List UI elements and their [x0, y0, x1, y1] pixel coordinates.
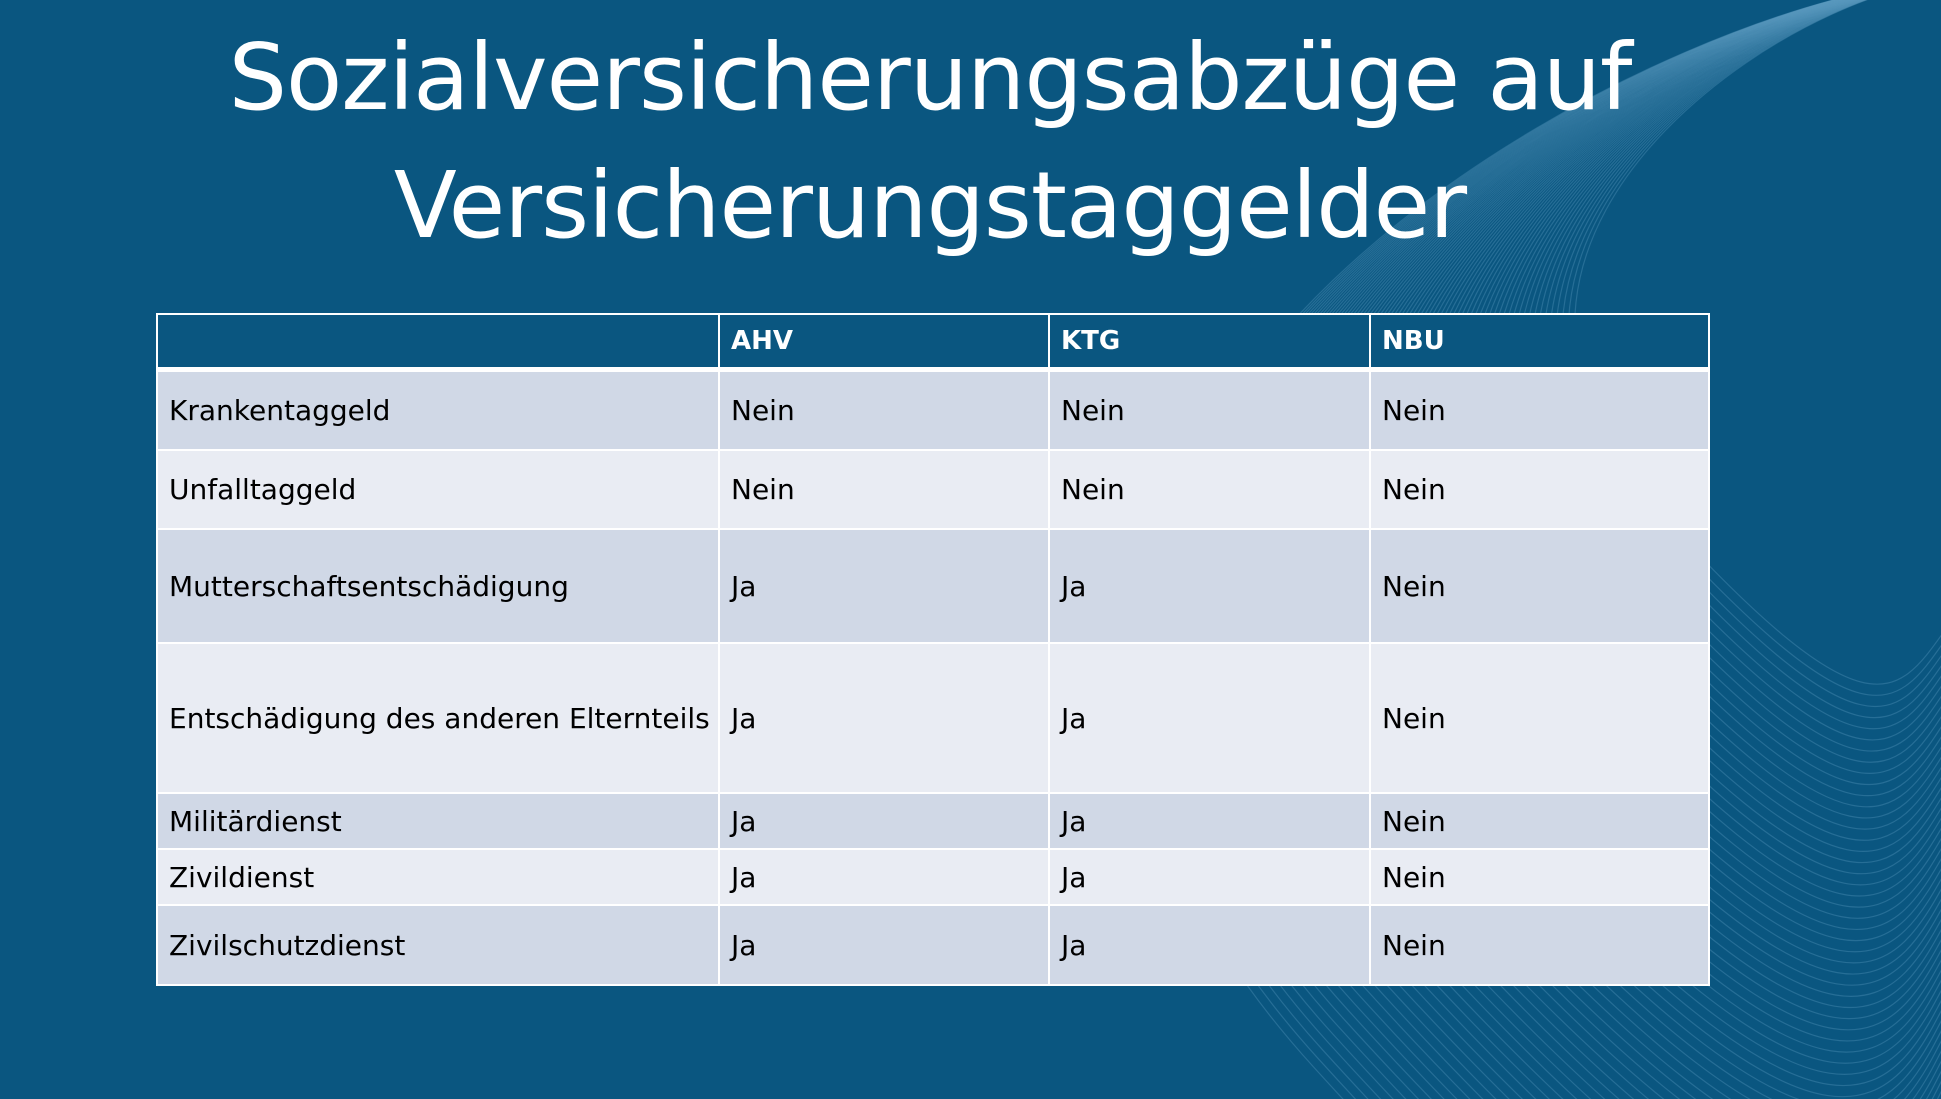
table-row	[157, 849, 1709, 905]
table-row	[157, 529, 1709, 643]
cell-ktg: Nein	[1049, 370, 1370, 451]
row-label: Militärdienst	[157, 793, 719, 849]
table-row	[157, 450, 1709, 529]
cell-ktg: Ja	[1049, 643, 1370, 793]
row-label: Zivilschutzdienst	[157, 905, 719, 985]
title-line-2: Versicherungstaggelder	[393, 152, 1467, 259]
cell-ahv: Ja	[719, 905, 1049, 985]
row-label: Entschädigung des anderen Elternteils	[157, 643, 719, 793]
cell-ahv: Nein	[719, 450, 1049, 529]
cell-nbu: Nein	[1370, 793, 1709, 849]
slide-title	[0, 14, 1860, 270]
header-cell-ahv: AHV	[719, 314, 1049, 370]
header-cell-nbu: NBU	[1370, 314, 1709, 370]
cell-ahv: Ja	[719, 793, 1049, 849]
title-line-1: Sozialversicherungsabzüge auf	[228, 24, 1632, 131]
header-cell-empty	[157, 314, 719, 370]
table-row	[157, 370, 1709, 451]
row-label: Mutterschaftsentschädigung	[157, 529, 719, 643]
table-header-row	[157, 314, 1709, 370]
table-row	[157, 643, 1709, 793]
cell-nbu: Nein	[1370, 643, 1709, 793]
cell-ktg: Ja	[1049, 793, 1370, 849]
cell-nbu: Nein	[1370, 849, 1709, 905]
cell-nbu: Nein	[1370, 529, 1709, 643]
cell-ahv: Ja	[719, 529, 1049, 643]
cell-nbu: Nein	[1370, 370, 1709, 451]
header-cell-ktg: KTG	[1049, 314, 1370, 370]
cell-nbu: Nein	[1370, 450, 1709, 529]
deductions-table	[156, 313, 1710, 986]
row-label: Krankentaggeld	[157, 370, 719, 451]
table-row	[157, 793, 1709, 849]
cell-ktg: Nein	[1049, 450, 1370, 529]
row-label: Zivildienst	[157, 849, 719, 905]
table-row	[157, 905, 1709, 985]
cell-nbu: Nein	[1370, 905, 1709, 985]
cell-ahv: Ja	[719, 643, 1049, 793]
cell-ktg: Ja	[1049, 849, 1370, 905]
cell-ktg: Ja	[1049, 529, 1370, 643]
cell-ahv: Ja	[719, 849, 1049, 905]
cell-ktg: Ja	[1049, 905, 1370, 985]
cell-ahv: Nein	[719, 370, 1049, 451]
row-label: Unfalltaggeld	[157, 450, 719, 529]
